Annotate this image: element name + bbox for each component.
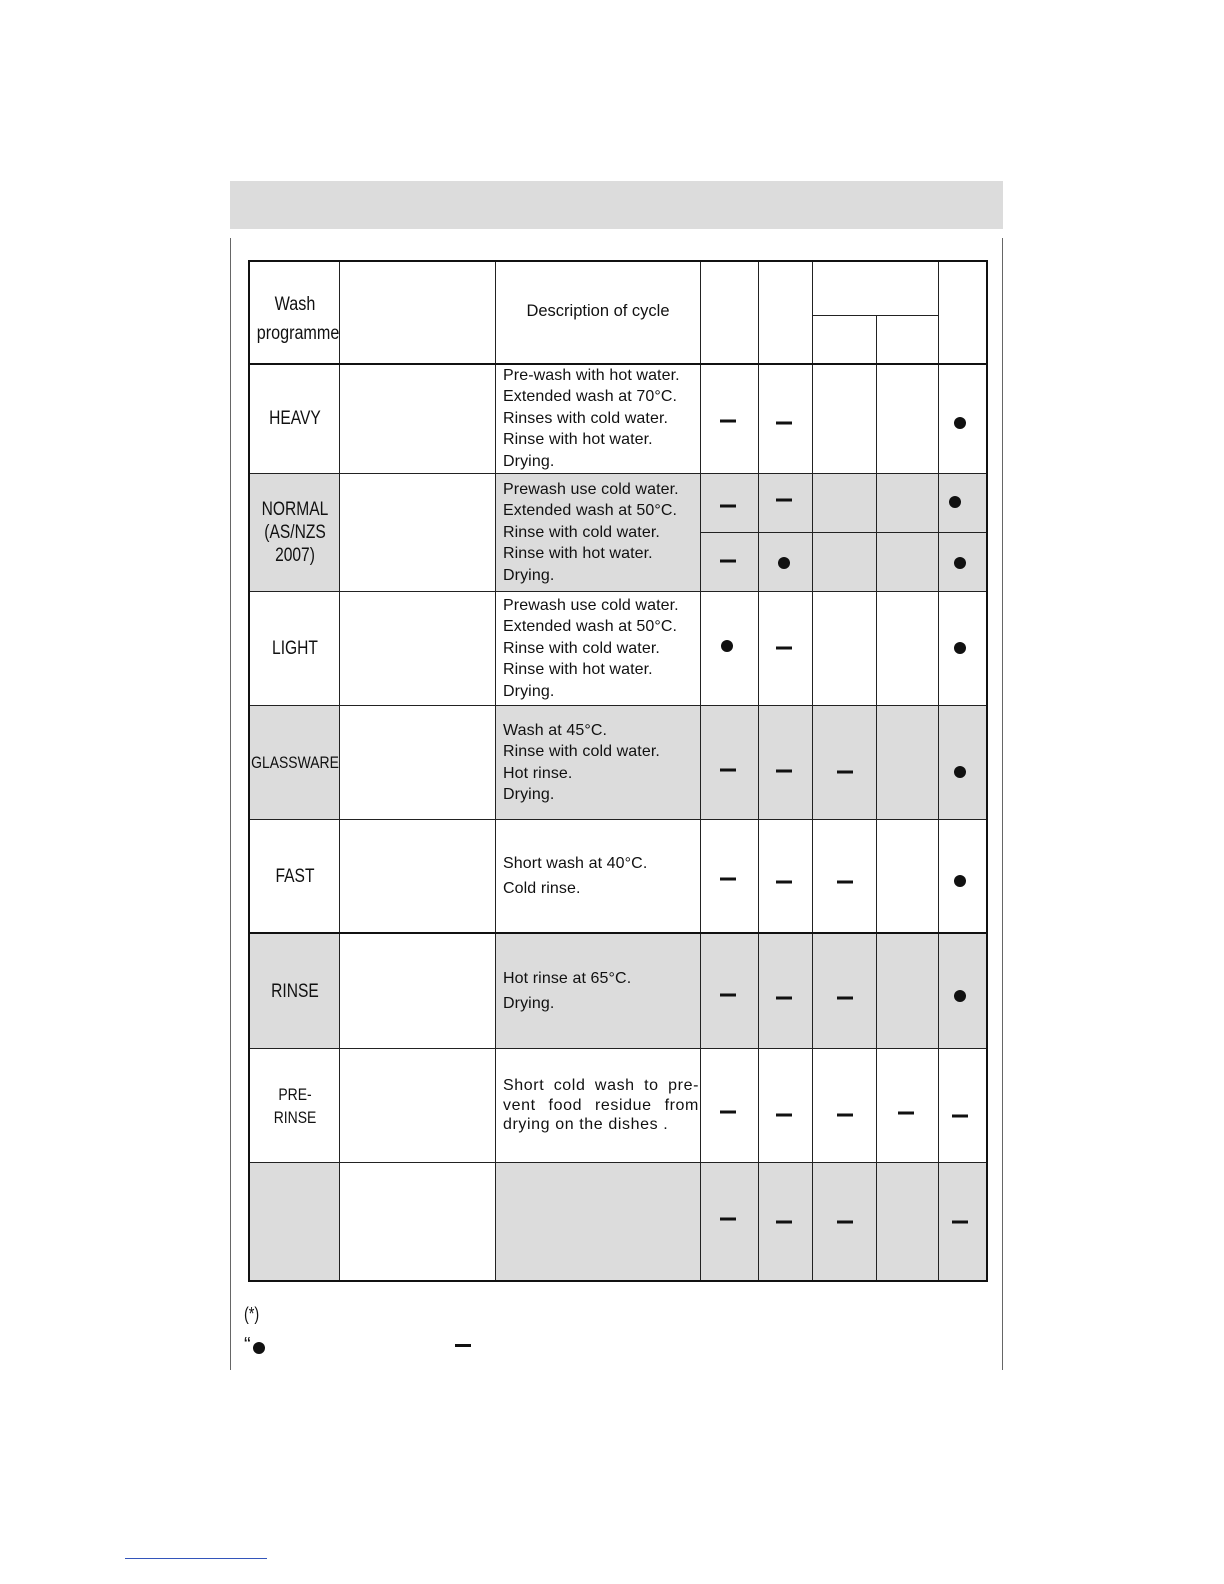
mark-blank-c1-dash: [720, 1218, 736, 1221]
col-line: [938, 262, 939, 1280]
mark-prerinse-c3-dash: [837, 1114, 853, 1117]
shade-blank-data: [496, 1162, 986, 1280]
mark-fast-c1-dash: [720, 878, 736, 881]
legend-dot-icon: [253, 1342, 265, 1354]
mark-fast-c5-dot: [954, 875, 966, 887]
mark-rinse-c5-dot: [954, 990, 966, 1002]
header-description: Description of cycle: [526, 302, 670, 320]
description-pre-rinse: Short cold wash to pre-vent food residue from drying on the dishes .: [503, 1077, 699, 1134]
bottom-link-underline[interactable]: [125, 1558, 267, 1559]
mark-prerinse-c1-dash: [720, 1111, 736, 1114]
row-line: [250, 1162, 986, 1163]
col-line: [758, 262, 759, 1280]
col-line: [700, 262, 701, 1280]
description-normal: Prewash use cold water. Extended wash at 50°C. Rinse with cold water. Rinse with hot water. Drying.: [503, 480, 679, 584]
mark-heavy-c5-dot: [954, 417, 966, 429]
mark-heavy-c2-dash: [776, 422, 792, 425]
col-line: [339, 262, 340, 1280]
mark-glass-c2-dash: [776, 770, 792, 773]
mark-glass-c3-dash: [837, 771, 853, 774]
frame-right-rule: [1002, 238, 1003, 1370]
programme-rinse: RINSE: [271, 980, 319, 1002]
programme-pre-rinse: PRE-RINSE: [273, 1084, 317, 1127]
mark-rinse-c3-dash: [837, 997, 853, 1000]
mark-prerinse-c2-dash: [776, 1114, 792, 1117]
mark-rinse-c2-dash: [776, 997, 792, 1000]
mark-heavy-c1-dash: [720, 420, 736, 423]
col-line: [812, 262, 813, 1280]
programme-glassware: GLASSWARE: [251, 753, 339, 772]
frame-left-rule: [230, 238, 231, 1370]
mark-glass-c5-dot: [954, 766, 966, 778]
programme-table: [248, 260, 988, 1282]
shade-blank-prog: [250, 1162, 340, 1280]
description-rinse: Hot rinse at 65°C. Drying.: [503, 970, 632, 1012]
mark-prerinse-c5-dash: [952, 1115, 968, 1118]
mark-normal-a-c2-dash: [776, 499, 792, 502]
mark-normal-b-c1-dash: [720, 560, 736, 563]
description-light: Prewash use cold water. Extended wash at 50°C. Rinse with cold water. Rinse with hot water. Drying.: [503, 596, 679, 700]
description-fast: Short wash at 40°C. Cold rinse.: [503, 855, 648, 897]
row-split-line: [700, 532, 986, 533]
mark-blank-c2-dash: [776, 1221, 792, 1224]
footnote-quote-mark: “: [244, 1334, 251, 1356]
mark-blank-c5-dash: [952, 1221, 968, 1224]
mark-glass-c1-dash: [720, 769, 736, 772]
col-line: [495, 262, 496, 1280]
programme-light: LIGHT: [272, 638, 318, 659]
col-line: [876, 315, 877, 1280]
description-glassware: Wash at 45°C. Rinse with cold water. Hot rinse. Drying.: [503, 721, 660, 803]
mark-normal-a-c5-dot: [949, 496, 961, 508]
mark-normal-b-c2-dot: [778, 557, 790, 569]
section-header-band: [230, 181, 1003, 229]
mark-rinse-c1-dash: [720, 994, 736, 997]
programme-normal: NORMAL (AS/NZS 2007): [261, 499, 329, 566]
mark-fast-c2-dash: [776, 881, 792, 884]
mark-light-c2-dash: [776, 647, 792, 650]
mark-normal-b-c5-dot: [954, 557, 966, 569]
mark-fast-c3-dash: [837, 881, 853, 884]
programme-fast: FAST: [275, 865, 315, 887]
legend-dash-icon: [455, 1344, 471, 1347]
mark-normal-a-c1-dash: [720, 505, 736, 508]
programme-heavy: HEAVY: [269, 408, 321, 429]
description-heavy: Pre-wash with hot water. Extended wash at 70°C. Rinses with cold water. Rinse with hot water. Drying.: [503, 366, 680, 470]
footnote-asterisk: (*): [244, 1304, 260, 1324]
sub-header-line: [812, 315, 938, 316]
mark-prerinse-c4-dash: [898, 1112, 914, 1115]
header-wash-programme: Wash programme: [256, 294, 340, 344]
mark-light-c1-dot: [721, 640, 733, 652]
mark-light-c5-dot: [954, 642, 966, 654]
mark-blank-c3-dash: [837, 1221, 853, 1224]
